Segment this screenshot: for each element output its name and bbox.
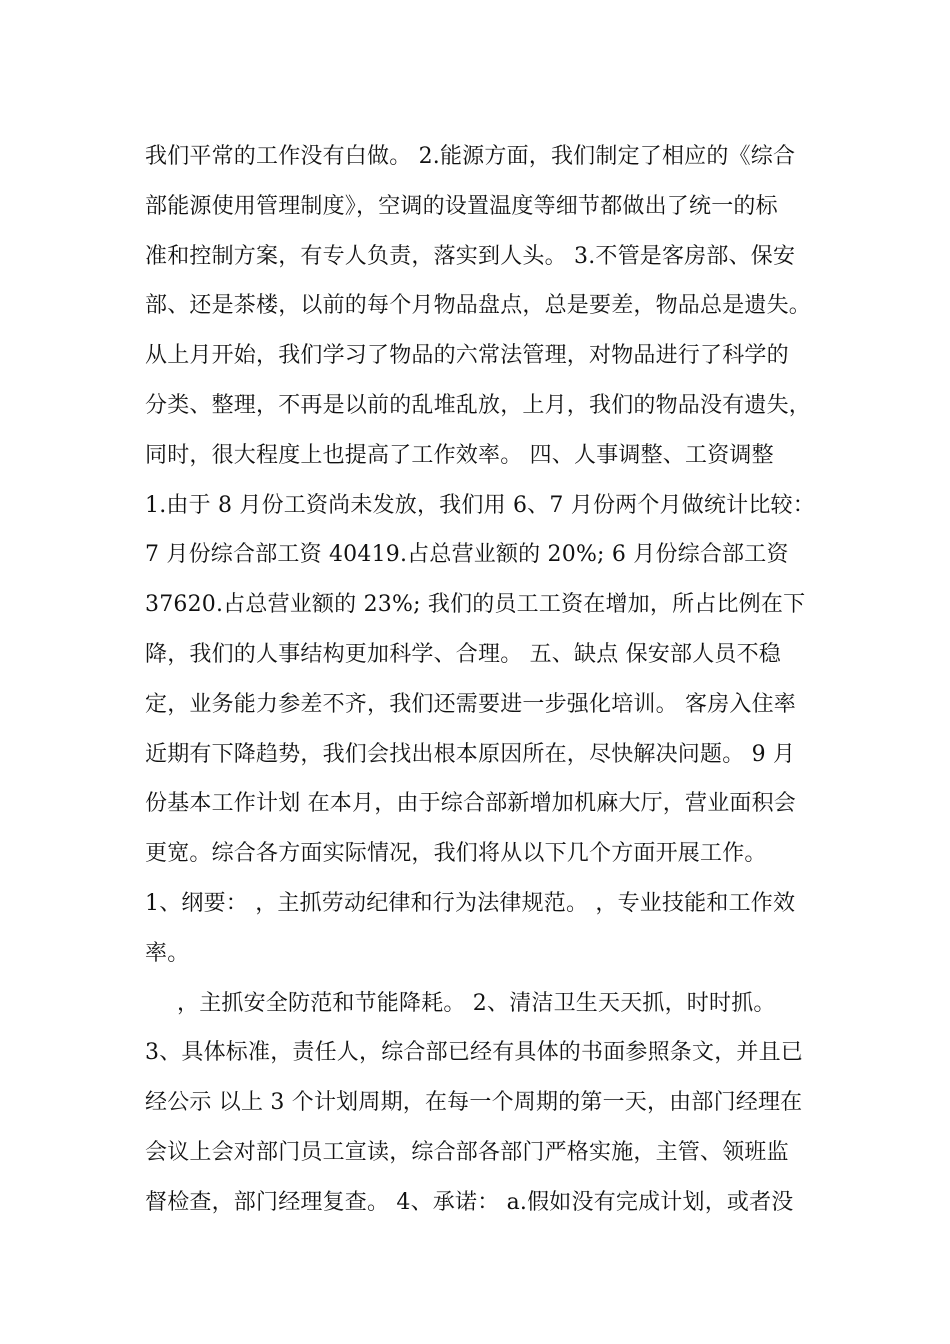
text-line: 37620.占总营业额的 23%; 我们的员工工资在增加，所占比例在下 bbox=[145, 592, 806, 618]
text-line: 准和控制方案，有专人负责，落实到人头。 3.不管是客房部、保安 bbox=[145, 243, 796, 269]
text-line: 部能源使用管理制度》，空调的设置温度等细节都做出了统一的标 bbox=[145, 193, 778, 219]
text-line: 近期有下降趋势，我们会找出根本原因所在，尽快解决问题。 9 月 bbox=[145, 741, 796, 767]
text-line: 更宽。综合各方面实际情况，我们将从以下几个方面开展工作。 bbox=[145, 841, 767, 867]
text-line: 部、还是茶楼，以前的每个月物品盘点，总是要差，物品总是遗失。 bbox=[145, 293, 812, 319]
text-line: 降，我们的人事结构更加科学、合理。 五、缺点 保安部人员不稳 bbox=[145, 641, 781, 667]
text-line: 我们平常的工作没有白做。 2.能源方面，我们制定了相应的《综合 bbox=[145, 144, 796, 169]
text-line: 分类、整理，不再是以前的乱堆乱放，上月，我们的物品没有遗失， bbox=[145, 392, 812, 418]
text-line: 1.由于 8 月份工资尚未发放，我们用 6、7 月份两个月做统计比较： bbox=[145, 492, 815, 518]
text-line: ，主抓安全防范和节能降耗。 2、清洁卫生天天抓，时时抓。 bbox=[177, 990, 776, 1016]
text-line: 1、纲要： ，主抓劳动纪律和行为法律规范。 ，专业技能和工作效 bbox=[145, 890, 796, 916]
text-line: 份基本工作计划 在本月，由于综合部新增加机麻大厅，营业面积会 bbox=[145, 791, 796, 817]
text-line: 经公示 以上 3 个计划周期，在每一个周期的第一天，由部门经理在 bbox=[145, 1090, 803, 1116]
text-line: 从上月开始，我们学习了物品的六常法管理，对物品进行了科学的 bbox=[145, 343, 789, 369]
text-line: 同时，很大程度上也提高了工作效率。 四、人事调整、工资调整 bbox=[145, 442, 774, 468]
body-text bbox=[145, 132, 825, 1228]
text-line: 3、具体标准，责任人，综合部已经有具体的书面参照条文，并且已 bbox=[145, 1040, 803, 1066]
text-line: 定，业务能力参差不齐，我们还需要进一步强化培训。 客房入住率 bbox=[145, 691, 796, 717]
text-line: 督检查，部门经理复查。 4、承诺： a.假如没有完成计划，或者没 bbox=[145, 1189, 794, 1215]
text-line: 会议上会对部门员工宣读，综合部各部门严格实施，主管、领班监 bbox=[145, 1139, 789, 1165]
text-line: 7 月份综合部工资 40419.占总营业额的 20%; 6 月份综合部工资 bbox=[145, 542, 789, 568]
text-line: 率。 bbox=[145, 940, 190, 966]
